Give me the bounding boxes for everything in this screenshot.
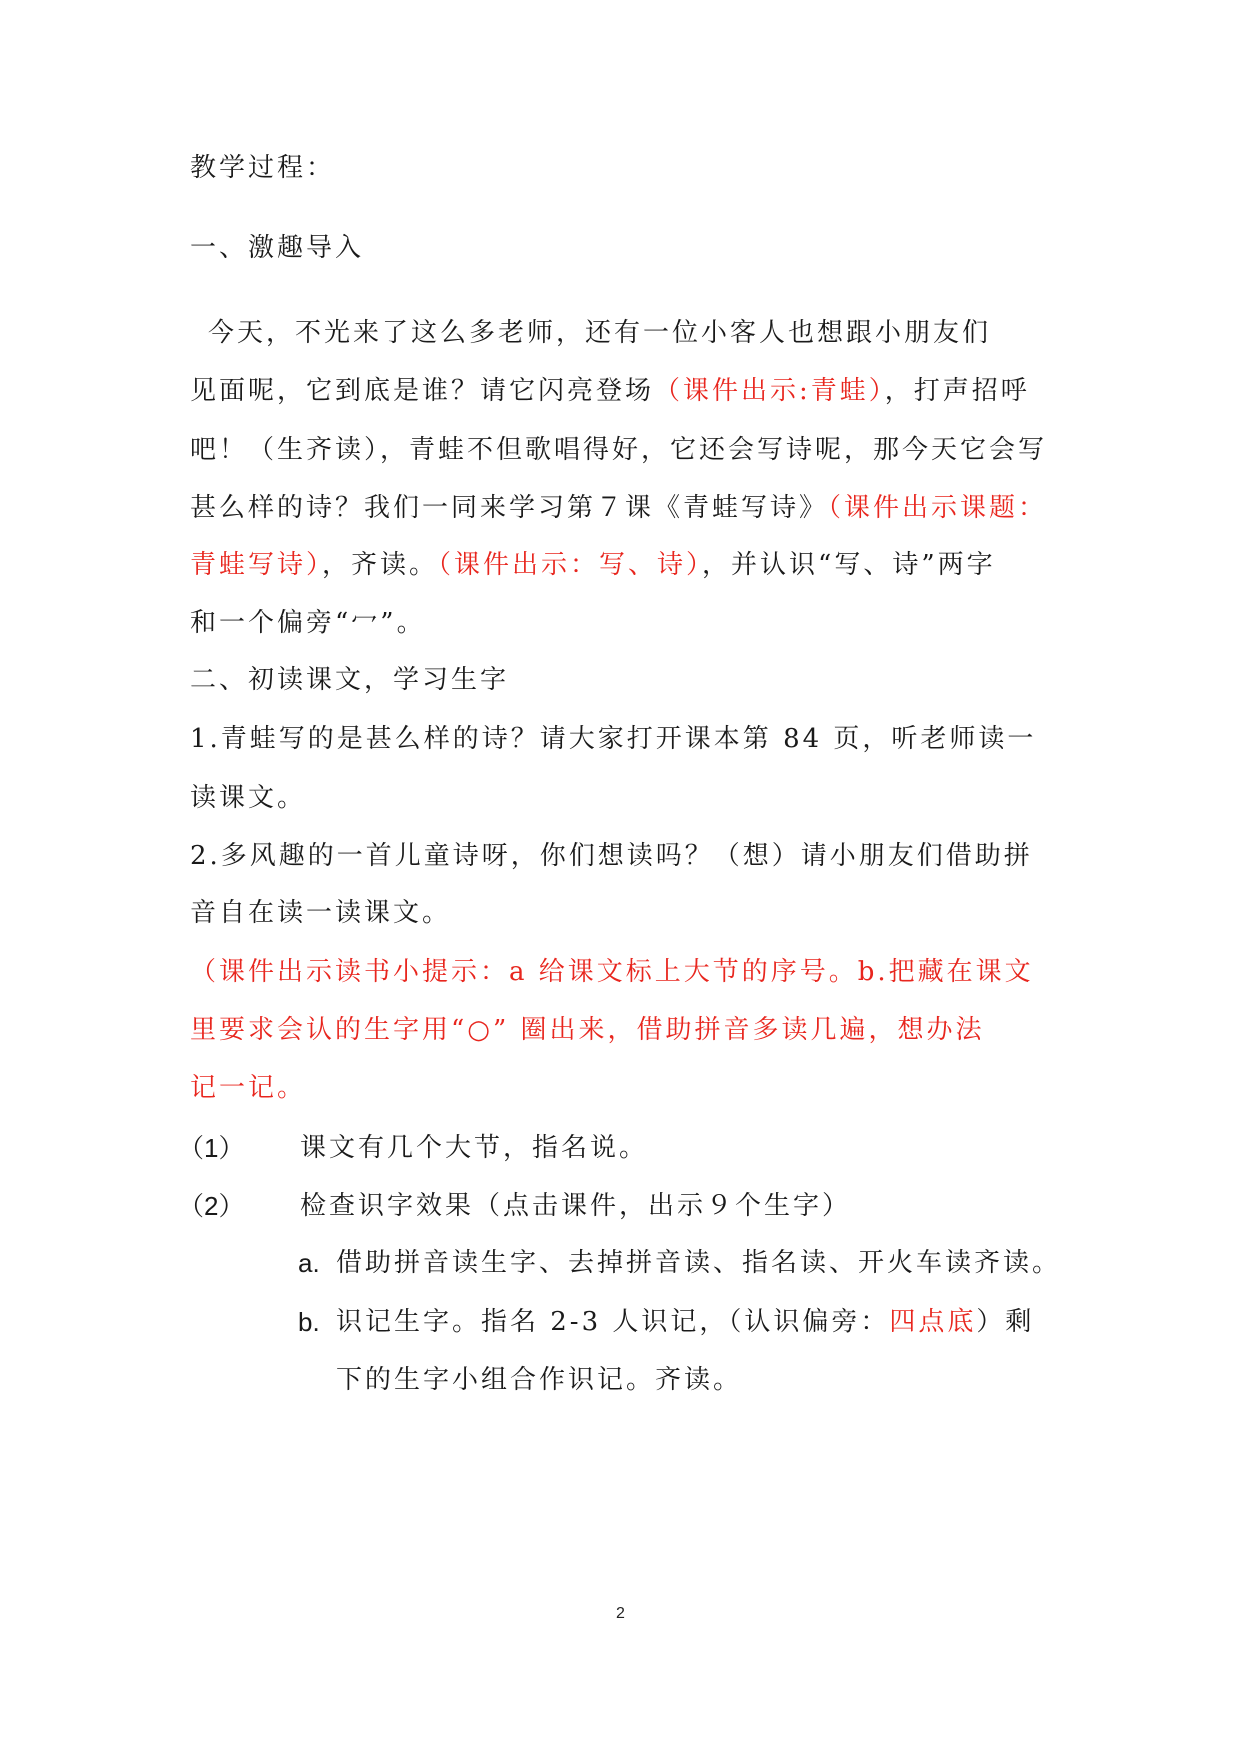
para1-line5 <box>190 545 1060 585</box>
para1-line6: 和一个偏旁“冖”。 <box>190 608 426 638</box>
text: 识记生字。指名 2-3 人识记，（认识偏旁： <box>336 1307 890 1337</box>
item1-line2: 读课文。 <box>190 783 307 813</box>
tip-line3: 记一记。 <box>190 1073 307 1103</box>
para1-line2 <box>190 371 1060 411</box>
para1-line3: 吧！（生齐读），青蛙不但歌唱得好，它还会写诗呢，那今天它会写 <box>190 435 1048 465</box>
section-2-title: 二、初读课文，学习生字 <box>190 665 510 695</box>
item1-line1: 1.青蛙写的是甚么样的诗？请大家打开课本第 84 页，听老师读一 <box>190 724 1037 754</box>
radical-highlight: 四点底 <box>889 1307 977 1337</box>
sub1-number: （1） <box>178 1133 245 1163</box>
text: ，打声招呼 <box>884 376 1030 406</box>
courseware-note: （课件出示:青蛙） <box>654 376 885 406</box>
tip-line2: 里要求会认的生字用“○” 圈出来，借助拼音多读几遍，想办法 <box>190 1015 985 1045</box>
courseware-note: （课件出示：写、诗） <box>438 550 703 580</box>
subA-marker: a. <box>298 1248 320 1278</box>
tip-line1: （课件出示读书小提示：a 给课文标上大节的序号。b.把藏在课文 <box>190 957 1034 987</box>
sub1-text: 课文有几个大节，指名说。 <box>300 1133 649 1163</box>
text: 见面呢，它到底是谁？请它闪亮登场 <box>190 376 655 406</box>
courseware-note: （课件出示课题： <box>828 493 1048 523</box>
courseware-note: 青蛙写诗） <box>190 550 323 580</box>
subA-text: 借助拼音读生字、去掉拼音读、指名读、开火车读齐读。 <box>336 1248 1062 1278</box>
para1-line4 <box>190 488 1060 528</box>
page-number: 2 <box>616 1605 625 1622</box>
text: ）剩 <box>976 1307 1035 1337</box>
section-1-title: 一、激趣导入 <box>190 233 365 263</box>
item2-line2: 音自在读一读课文。 <box>190 898 452 928</box>
sub2-text: 检查识字效果（点击课件，出示９个生字） <box>300 1191 852 1221</box>
sub2-number: （2） <box>178 1191 245 1221</box>
subB-line1 <box>336 1302 1060 1342</box>
para1-line1: 今天，不光来了这么多老师，还有一位小客人也想跟小朋友们 <box>208 318 992 348</box>
subB-line2: 下的生字小组合作识记。齐读。 <box>336 1365 743 1395</box>
text: 甚么样的诗？我们一同来学习第７课《青蛙写诗》 <box>190 493 829 523</box>
subB-marker: b. <box>298 1307 320 1337</box>
text: ，齐读。 <box>322 550 439 580</box>
item2-line1: 2.多风趣的一首儿童诗呀，你们想读吗？（想）请小朋友们借助拼 <box>190 841 1033 871</box>
text: ，并认识“写、诗”两字 <box>702 550 996 580</box>
heading: 教学过程： <box>190 153 336 183</box>
